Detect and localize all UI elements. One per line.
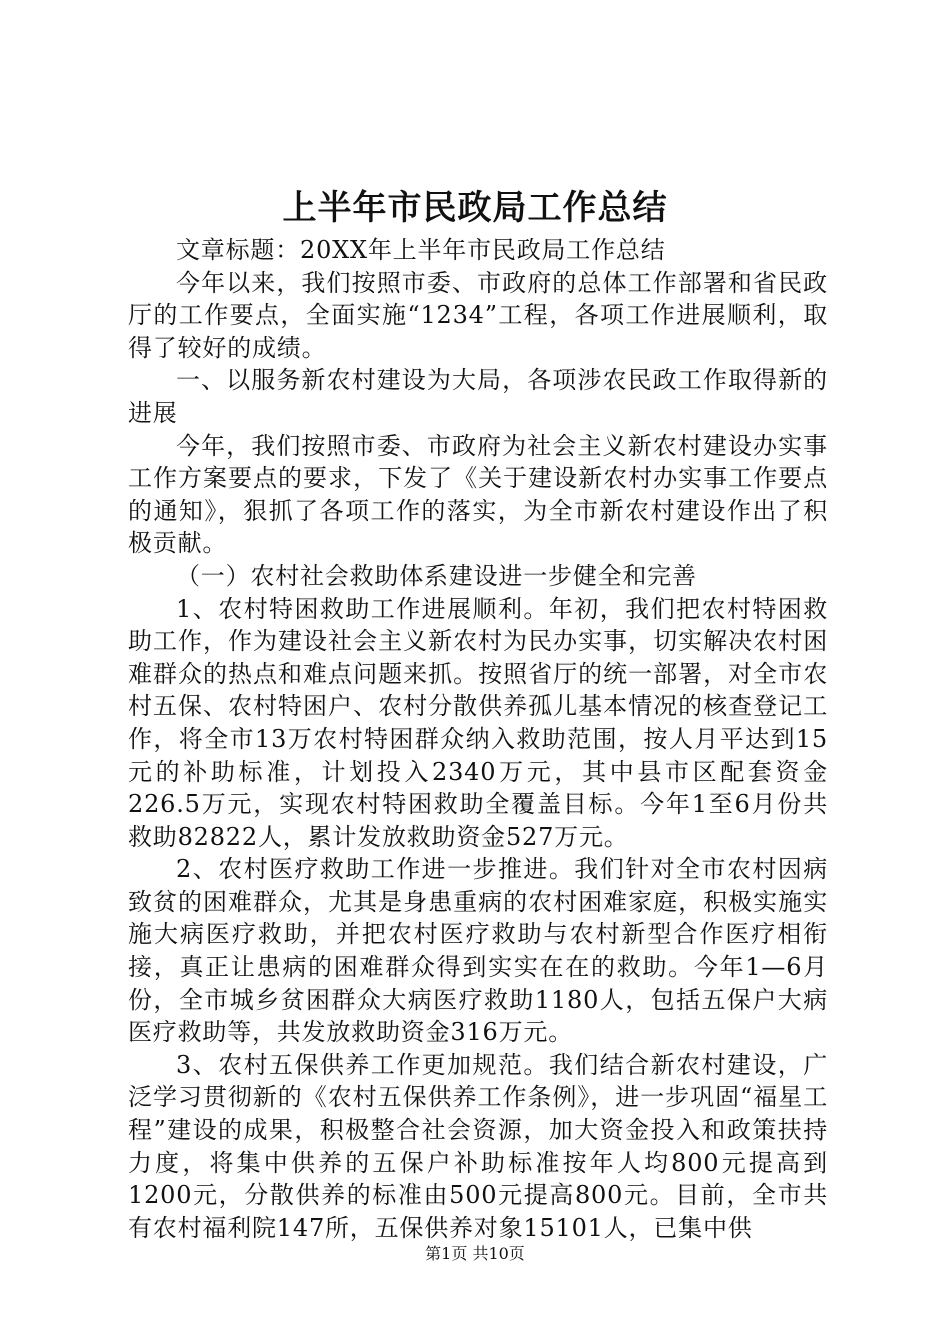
paragraph-item-3: 3、农村五保供养工作更加规范。我们结合新农村建设，广泛学习贯彻新的《农村五保供养工作条例》，进一步巩固“福星工程”建设的成果，积极整合社会资源，加大资金投入和政策扶持力度，将集中供养的五保户补助标准按年人均800元提高到1200元，分散供养的标准由500元提高800元。目前，全市共有农村福利院147所，五保供养对象15101人，已集中供 xyxy=(128,1050,828,1242)
section-heading-1: 一、以服务新农村建设为大局，各项涉农民政工作取得新的进展 xyxy=(128,366,828,427)
paragraph-item-2: 2、农村医疗救助工作进一步推进。我们针对全市农村因病致贫的困难群众，尤其是身患重病的农村困难家庭，积极实施实施大病医疗救助，并把农村医疗救助与农村新型合作医疗相衔接，真正让患病的困难群众得到实实在在的救助。今年1—6月份，全市城乡贫困群众大病医疗救助1180人，包括五保户大病医疗救助等，共发放救助资金316万元。 xyxy=(128,855,828,1047)
paragraph-section-1: 今年，我们按照市委、市政府为社会主义新农村建设办实事工作方案要点的要求，下发了《关于建设新农村办实事工作要点的通知》，狠抓了各项工作的落实，为全市新农村建设作出了积极贡献。 xyxy=(128,431,828,558)
document-title: 上半年市民政局工作总结 xyxy=(282,188,668,228)
document-body xyxy=(128,234,828,1244)
subsection-heading-1: （一）农村社会救助体系建设进一步健全和完善 xyxy=(176,561,697,590)
paragraph-intro: 今年以来，我们按照市委、市政府的总体工作部署和省民政厅的工作要点，全面实施“1234”工程，各项工作进展顺利，取得了较好的成绩。 xyxy=(128,268,828,362)
paragraph-item-1: 1、农村特困救助工作进展顺利。年初，我们把农村特困救助工作，作为建设社会主义新农村为民办实事，切实解决农村困难群众的热点和难点问题来抓。按照省厅的统一部署，对全市农村五保、农村特困户、农村分散供养孤儿基本情况的核查登记工作，将全市13万农村特困群众纳入救助范围，按人月平达到15元的补助标准，计划投入2340万元，其中县市区配套资金226.5万元，实现农村特困救助全覆盖目标。今年1至6月份共救助82822人，累计发放救助资金527万元。 xyxy=(128,594,828,851)
page-footer: 第1页 共10页 xyxy=(425,1244,525,1263)
paragraph-article-title: 文章标题：20XX年上半年市民政局工作总结 xyxy=(176,236,666,264)
